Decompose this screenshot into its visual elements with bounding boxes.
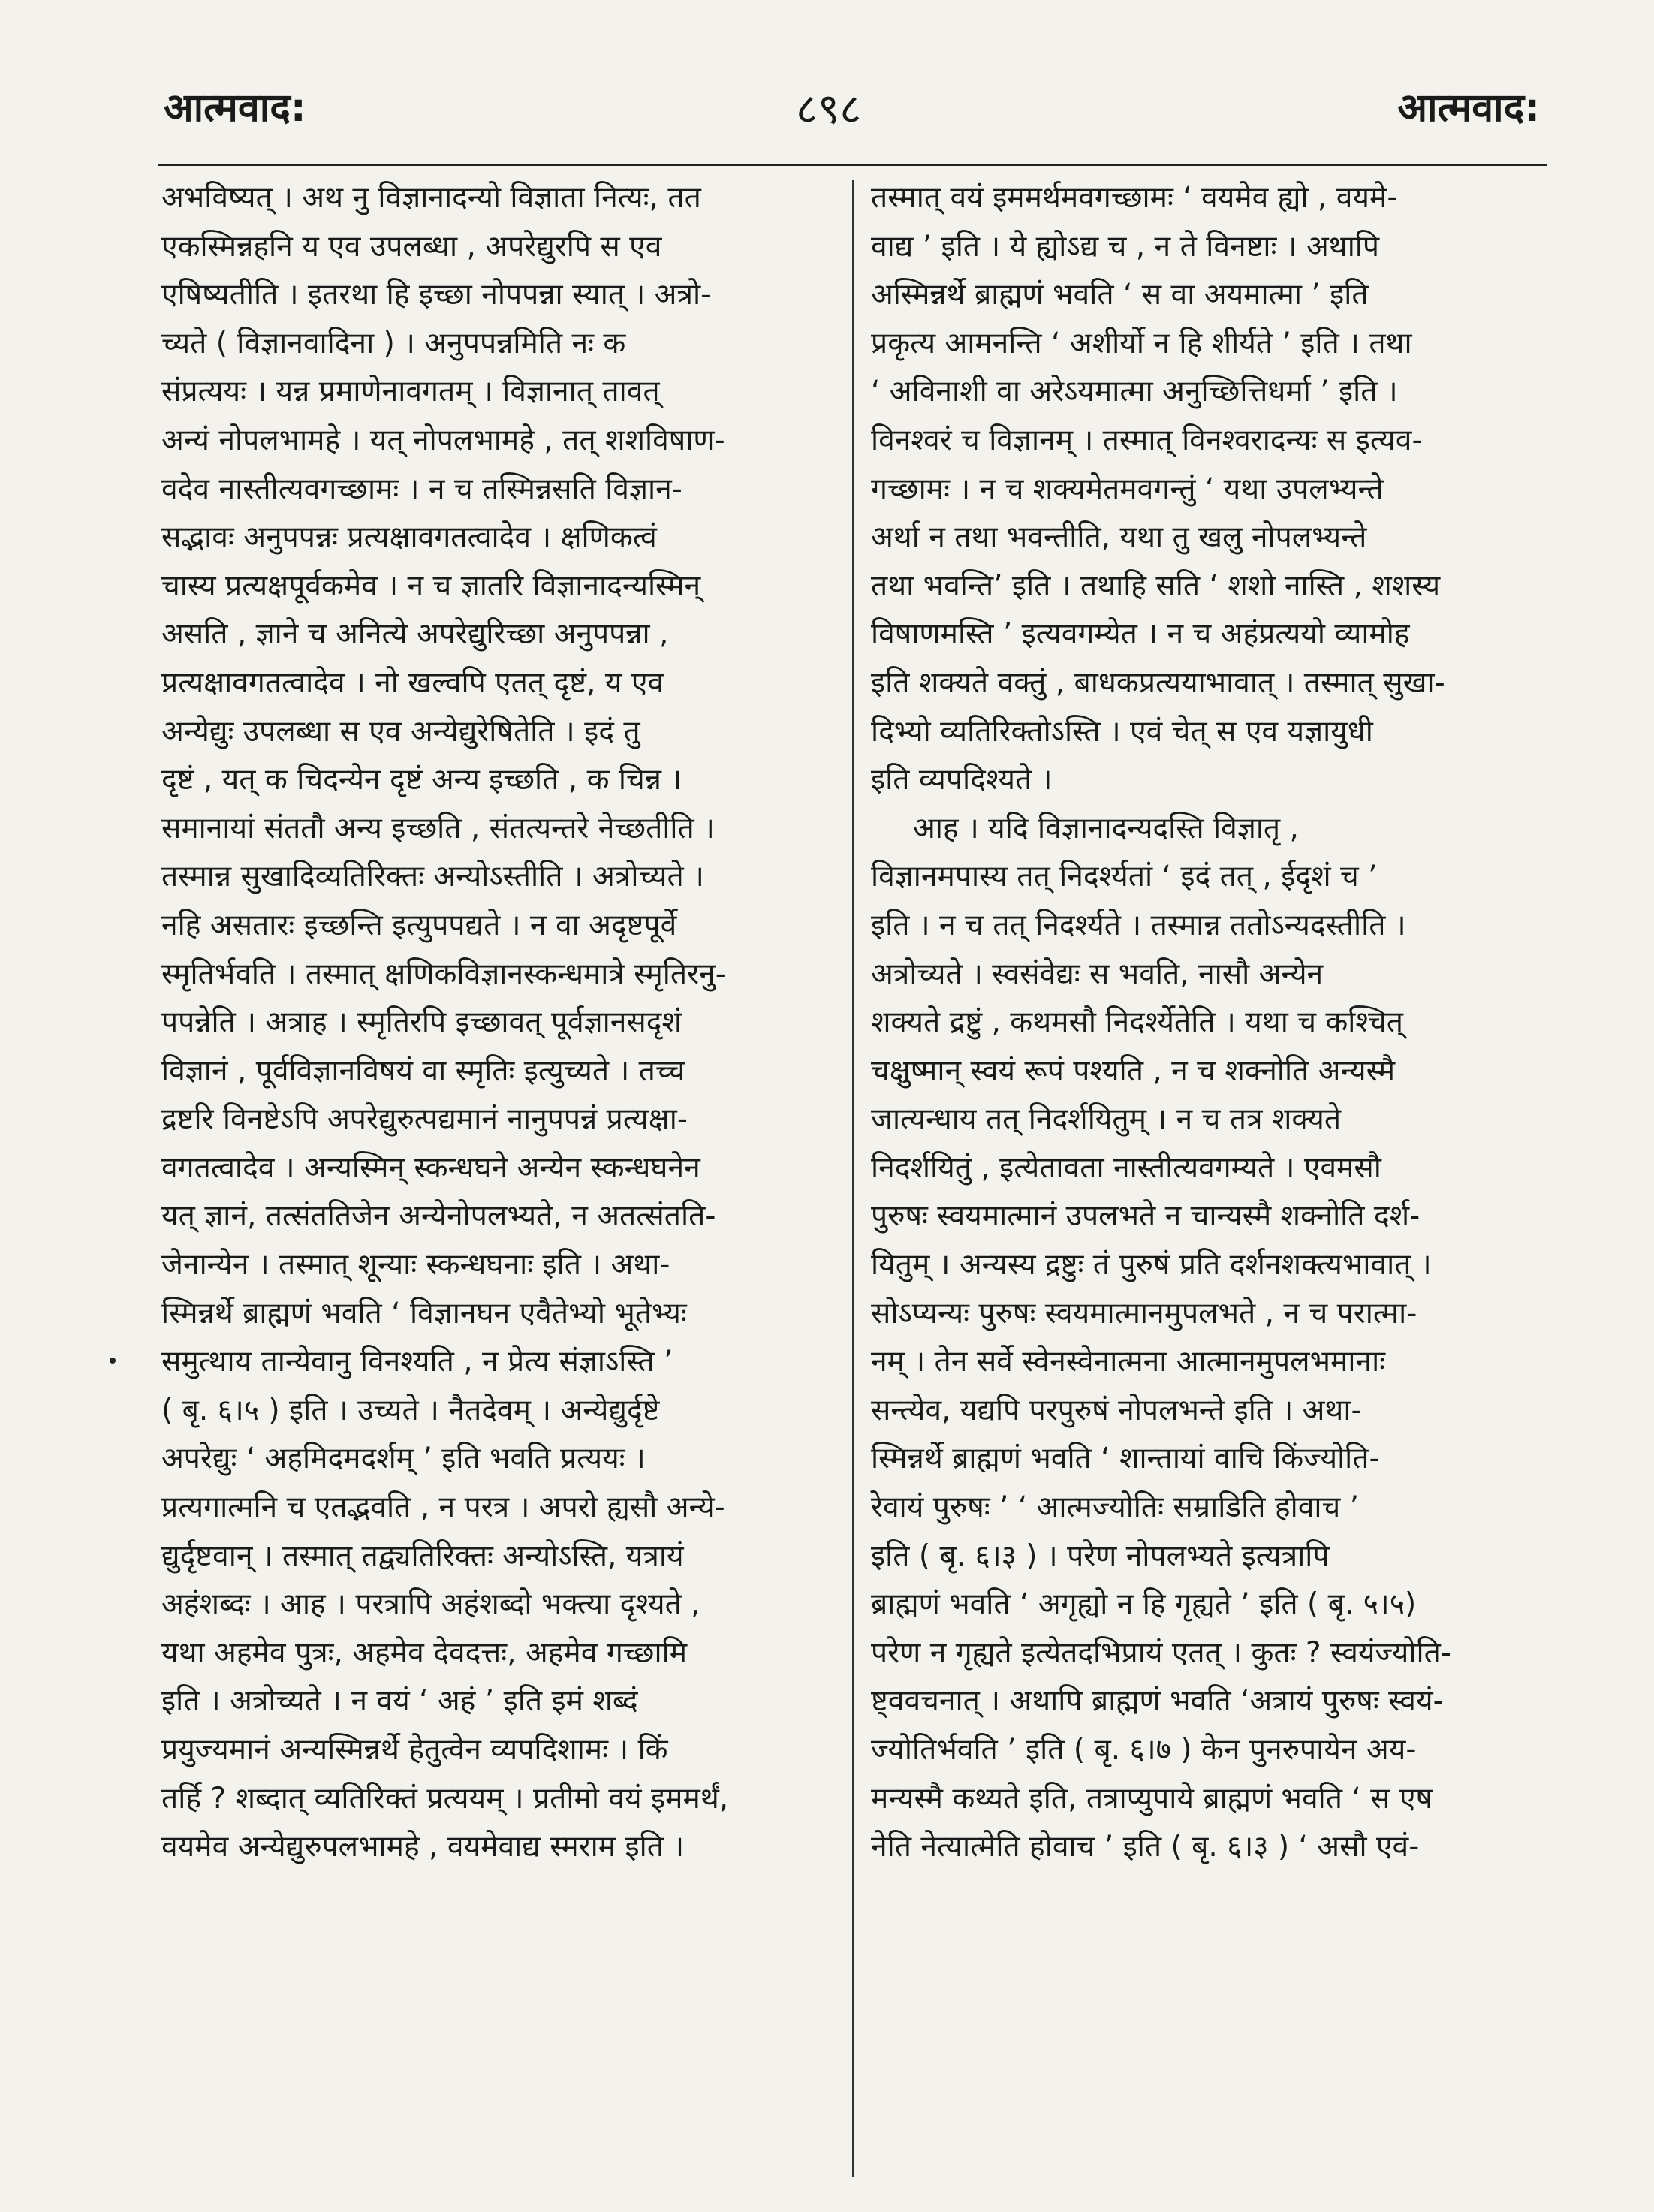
text-line: संप्रत्ययः । यन्न प्रमाणेनावगतम् । विज्ञानात् तावत् (161, 375, 660, 409)
text-line: इति । न च तत् निदर्श्यते । तस्मान्न ततोऽन्यदस्तीति । (871, 908, 1406, 942)
text-line: परेण न गृह्यते इत्येतदभिप्रायं एतत् । कुतः ? स्वयंज्योति- (871, 1635, 1451, 1670)
text-line: मन्यस्मै कथ्यते इति, तत्राप्युपाये ब्राह्मणं भवति ‘ स एष (871, 1781, 1433, 1816)
text-line: तस्मान्न सुखादिव्यतिरिक्तः अन्योऽस्तीति । अत्रोच्यते । (161, 860, 704, 894)
text-line: विषाणमस्ति ’ इत्यवगम्येत । न च अहंप्रत्ययो व्यामोह (871, 617, 1410, 652)
text-line: दिभ्यो व्यतिरिक्तोऽस्ति । एवं चेत् स एव यज्ञायुधी (871, 714, 1373, 749)
text-line: ‘ अविनाशी वा अरेऽयमात्मा अनुच्छित्तिधर्मा ’ इति । (871, 375, 1398, 409)
text-line: नहि असतारः इच्छन्ति इत्युपपद्यते । न वा अदृष्टपूर्वे (161, 908, 677, 942)
header-rule (158, 164, 1547, 166)
text-line: रेवायं पुरुषः ’ ‘ आत्मज्योतिः सम्राडिति होवाच ’ (871, 1490, 1360, 1525)
text-line: आह । यदि विज्ञानादन्यदस्ति विज्ञातृ , (913, 811, 1299, 845)
text-line: समुत्थाय तान्येवानु विनश्यति , न प्रेत्य संज्ञाऽस्ति ’ (161, 1345, 673, 1379)
text-line: अन्येद्युः उपलब्धा स एव अन्येद्युरेषितेति । इदं तु (161, 714, 640, 749)
text-line: स्मृतिर्भवति । तस्मात् क्षणिकविज्ञानस्कन्धमात्रे स्मृतिरनु- (161, 957, 726, 991)
text-line: वगतत्वादेव । अन्यस्मिन् स्कन्धघने अन्येन स्कन्धघनेन (161, 1150, 700, 1185)
text-line: वदेव नास्तीत्यवगच्छामः । न च तस्मिन्नसति विज्ञान- (161, 472, 682, 506)
text-line: अत्रोच्यते । स्वसंवेद्यः स भवति, नासौ अन्येन (871, 957, 1324, 991)
text-line: एषिष्यतीति । इतरथा हि इच्छा नोपपन्ना स्यात् । अत्रो- (161, 278, 712, 312)
text-line: अस्मिन्नर्थे ब्राह्मणं भवति ‘ स वा अयमात्मा ’ इति (871, 278, 1369, 312)
text-line: ष्ट्ववचनात् । अथापि ब्राह्मणं भवति ‘अत्रायं पुरुषः स्वयं- (871, 1684, 1444, 1719)
text-line: सोऽप्यन्यः पुरुषः स्वयमात्मानमुपलभते , न च परात्मा- (871, 1296, 1417, 1331)
text-line: वाद्य ’ इति । ये ह्योऽद्य च , न ते विनष्टाः । अथापि (871, 229, 1380, 264)
left-column (161, 174, 822, 1872)
text-line: प्रत्यगात्मनि च एतद्भवति , न परत्र । अपरो ह्यसौ अन्ये- (161, 1490, 725, 1525)
text-line: स्मिन्नर्थे ब्राह्मणं भवति ‘ विज्ञानघन एवैतेभ्यो भूतेभ्यः (161, 1296, 687, 1331)
text-line: पपन्नेति । अत्राह । स्मृतिरपि इच्छावत् पूर्वज्ञानसदृशं (161, 1005, 682, 1040)
text-line: तस्मात् वयं इममर्थमवगच्छामः ‘ वयमेव ह्यो , वयमे- (871, 181, 1398, 215)
text-line: जेनान्येन । तस्मात् शून्याः स्कन्धघनाः इति । अथा- (161, 1248, 670, 1282)
text-line: वयमेव अन्येद्युरुपलभामहे , वयमेवाद्य स्मराम इति । (161, 1830, 685, 1864)
text-line: सन्त्येव, यद्यपि परपुरुषं नोपलभन्ते इति । अथा- (871, 1393, 1362, 1427)
text-line: दृष्टं , यत् क चिदन्येन दृष्टं अन्य इच्छति , क चिन्न । (161, 763, 682, 797)
text-line: विनश्वरं च विज्ञानम् । तस्मात् विनश्वरादन्यः स इत्यव- (871, 423, 1423, 457)
text-line: प्रकृत्य आमनन्ति ‘ अशीर्यो न हि शीर्यते ’ इति । तथा (871, 326, 1412, 360)
text-line: अहंशब्दः । आह । परत्रापि अहंशब्दो भक्त्या दृश्यते , (161, 1587, 700, 1622)
text-line: यत् ज्ञानं, तत्संततिजेन अन्येनोपलभ्यते, न अतत्संतति- (161, 1199, 716, 1234)
text-line: इति ( बृ. ६।३ ) । परेण नोपलभ्यते इत्यत्रापि (871, 1538, 1330, 1573)
text-line: विज्ञानं , पूर्वविज्ञानविषयं वा स्मृतिः इत्युच्यते । तच्च (161, 1053, 685, 1088)
text-line: सद्भावः अनुपपन्नः प्रत्यक्षावगतत्वादेव । क्षणिकत्वं (161, 520, 657, 555)
ink-dot (110, 1358, 116, 1364)
text-line: अर्था न तथा भवन्तीति, यथा तु खलु नोपलभ्यन्ते (871, 520, 1367, 555)
text-line: प्रयुज्यमानं अन्यस्मिन्नर्थे हेतुत्वेन व्यपदिशामः । किं (161, 1733, 668, 1767)
text-line: यितुम् । अन्यस्य द्रष्टुः तं पुरुषं प्रति दर्शनशक्त्यभावात् । (871, 1248, 1432, 1282)
paragraph (871, 174, 1547, 805)
text-line: अपरेद्युः ‘ अहमिदमदर्शम् ’ इति भवति प्रत्ययः । (161, 1442, 646, 1476)
running-header-left: आत्मवाद: (164, 86, 306, 131)
text-line: नम् । तेन सर्वे स्वेनस्वेनात्मना आत्मानमुपलभमानाः (871, 1345, 1386, 1379)
text-line: नेति नेत्यात्मेति होवाच ’ इति ( बृ. ६।३ ) ‘ असौ एवं- (871, 1830, 1420, 1864)
paragraph (871, 805, 1547, 1872)
page-number: ८९८ (796, 85, 862, 134)
text-line: असति , ज्ञाने च अनित्ये अपरेद्युरिच्छा अनुपपन्ना , (161, 617, 669, 652)
text-line: विज्ञानमपास्य तत् निदर्श्यतां ‘ इदं तत् , ईदृशं च ’ (871, 860, 1378, 894)
text-line: यथा अहमेव पुत्रः, अहमेव देवदत्तः, अहमेव गच्छामि (161, 1635, 688, 1670)
text-line: निदर्शयितुं , इत्येतावता नास्तीत्यवगम्यते । एवमसौ (871, 1150, 1381, 1185)
text-line: ( बृ. ६।५ ) इति । उच्यते । नैतदेवम् । अन्येद्युर्दृष्टे (161, 1393, 660, 1427)
text-line: स्मिन्नर्थे ब्राह्मणं भवति ‘ शान्तायां वाचि किंज्योति- (871, 1442, 1380, 1476)
text-line: द्रष्टरि विनष्टेऽपि अपरेद्युरुत्पद्यमानं नानुपपन्नं प्रत्यक्षा- (161, 1102, 688, 1137)
text-line: द्युर्दृष्टवान् । तस्मात् तद्व्यतिरिक्तः अन्योऽस्ति, यत्रायं (161, 1538, 684, 1573)
text-line: अभविष्यत् । अथ नु विज्ञानादन्यो विज्ञाता नित्यः, तत (161, 181, 701, 215)
text-line: समानायां संततौ अन्य इच्छति , संतत्यन्तरे नेच्छतीति । (161, 811, 715, 845)
text-line: प्रत्यक्षावगतत्वादेव । नो खल्वपि एतत् दृष्टं, य एव (161, 665, 664, 700)
text-line: इति । अत्रोच्यते । न वयं ‘ अहं ’ इति इमं शब्दं (161, 1684, 638, 1719)
text-line: जात्यन्धाय तत् निदर्शयितुम् । न च तत्र शक्यते (871, 1102, 1342, 1137)
text-line: पुरुषः स्वयमात्मानं उपलभते न चान्यस्मै शक्नोति दर्श- (871, 1199, 1421, 1234)
right-column (871, 174, 1547, 1872)
text-line: चक्षुष्मान् स्वयं रूपं पश्यति , न च शक्नोति अन्यस्मै (871, 1053, 1396, 1088)
running-header-right: आत्मवाद: (1397, 86, 1540, 131)
text-line: शक्यते द्रष्टुं , कथमसौ निदर्श्येतेति । यथा च कश्चित् (871, 1005, 1403, 1040)
text-line: च्यते ( विज्ञानवादिना ) । अनुपपन्नमिति नः क (161, 326, 626, 360)
text-line: इति शक्यते वक्तुं , बाधकप्रत्ययाभावात् । तस्मात् सुखा- (871, 665, 1445, 700)
text-line: एकस्मिन्नहनि य एव उपलब्धा , अपरेद्युरपि स एव (161, 229, 662, 264)
text-line: तथा भवन्ति’ इति । तथाहि सति ‘ शशो नास्ति , शशस्य (871, 568, 1441, 603)
text-line: इति व्यपदिश्यते । (871, 763, 1053, 797)
text-line: तर्हि ? शब्दात् व्यतिरिक्तं प्रत्ययम् । प्रतीमो वयं इममर्थं, (161, 1781, 729, 1816)
text-line: गच्छामः । न च शक्यमेतमवगन्तुं ‘ यथा उपलभ्यन्ते (871, 472, 1384, 506)
text-line: चास्य प्रत्यक्षपूर्वकमेव । न च ज्ञातरि विज्ञानादन्यस्मिन् (161, 568, 701, 603)
text-line: ब्राह्मणं भवति ‘ अगृह्यो न हि गृह्यते ’ इति ( बृ. ५।५) (871, 1587, 1417, 1622)
text-line: अन्यं नोपलभामहे । यत् नोपलभामहे , तत् शशविषाण- (161, 423, 725, 457)
text-line: ज्योतिर्भवति ’ इति ( बृ. ६।७ ) केन पुनरुपायेन अय- (871, 1733, 1417, 1767)
